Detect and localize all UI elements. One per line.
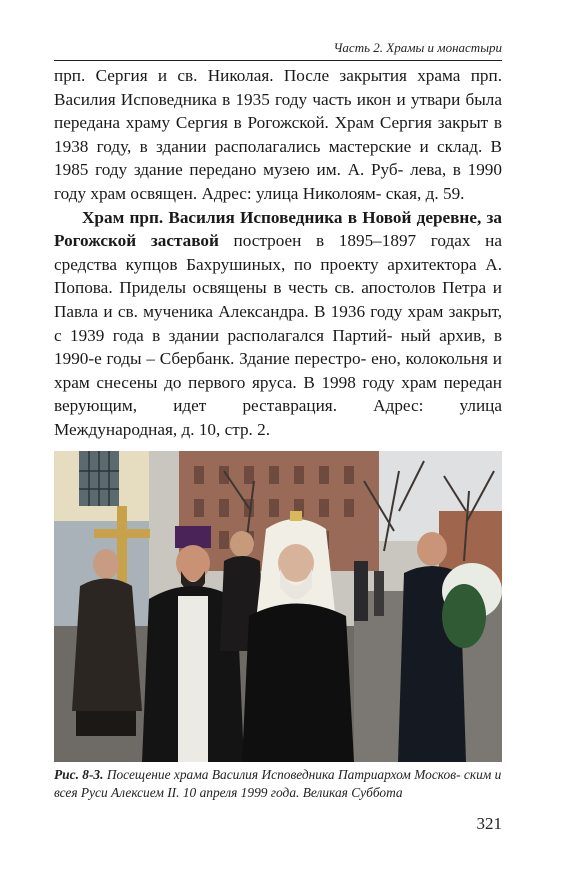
text-line: Василия Исповедника в 1935 году часть икон и утвари — [54, 89, 461, 109]
text-line: и склад. В 1985 году здание передано музею им. А. Руб- — [54, 136, 503, 180]
photo-illustration — [54, 451, 502, 762]
body-text — [54, 64, 502, 442]
text-line: улица Международная, д. 10, стр. 2. — [54, 396, 502, 439]
page-number: 321 — [476, 814, 502, 833]
text-line: лева, в 1990 году храм освящен. Адрес: улица Николоям- — [54, 160, 502, 203]
caption-text: Посещение храма Василия Исповедника Патриархом Москов- — [103, 767, 461, 782]
text-line: закрыт в 1938 году, в здании располагались мастерские — [54, 113, 503, 156]
photograph — [54, 451, 502, 762]
text-line: прп. Сергия и св. Николая. После закрытия храма прп. — [54, 66, 502, 85]
text-line: была передана храму Сергия в Рогожской. Храм Сергия — [54, 89, 502, 133]
text-line: ено, колокольня и храм снесены до первого яруса. В 1998 — [54, 349, 503, 392]
bold-heading: Храм прп. Василия Исповедника в Новой деревне, — [82, 207, 482, 227]
text-line: построен в 1895–1897 годах на — [218, 231, 502, 251]
text-line: Петра и Павла и св. мученика Александра. В 1936 году — [54, 278, 502, 321]
text-line: А. Попова. Приделы освящены в честь св. апостолов — [54, 254, 502, 298]
figure-caption — [54, 766, 502, 802]
figure-label: Рис. 8-3. — [54, 767, 104, 782]
bold-heading: за Рогожской заставой — [54, 207, 502, 251]
running-head: Часть 2. Храмы и монастыри — [333, 40, 502, 55]
text-line: храм закрыт, с 1939 года в здании располагался Партий- — [54, 301, 503, 345]
header-rule — [54, 60, 502, 61]
caption-text: ским и всея Руси Алексием II. 10 апреля 1999 года. Великая Суббота — [54, 767, 502, 800]
paragraph-2 — [54, 206, 502, 442]
text-line: ный архив, в 1990-е годы – Сбербанк. Здание перестро- — [54, 325, 502, 369]
text-line: ская, д. 59. — [385, 183, 465, 203]
text-line: году храм передан верующим, идет реставрация. Адрес: — [54, 372, 502, 416]
text-line: средства купцов Бахрушиных, по проекту архитектора — [54, 254, 477, 274]
paragraph-1 — [54, 64, 502, 206]
